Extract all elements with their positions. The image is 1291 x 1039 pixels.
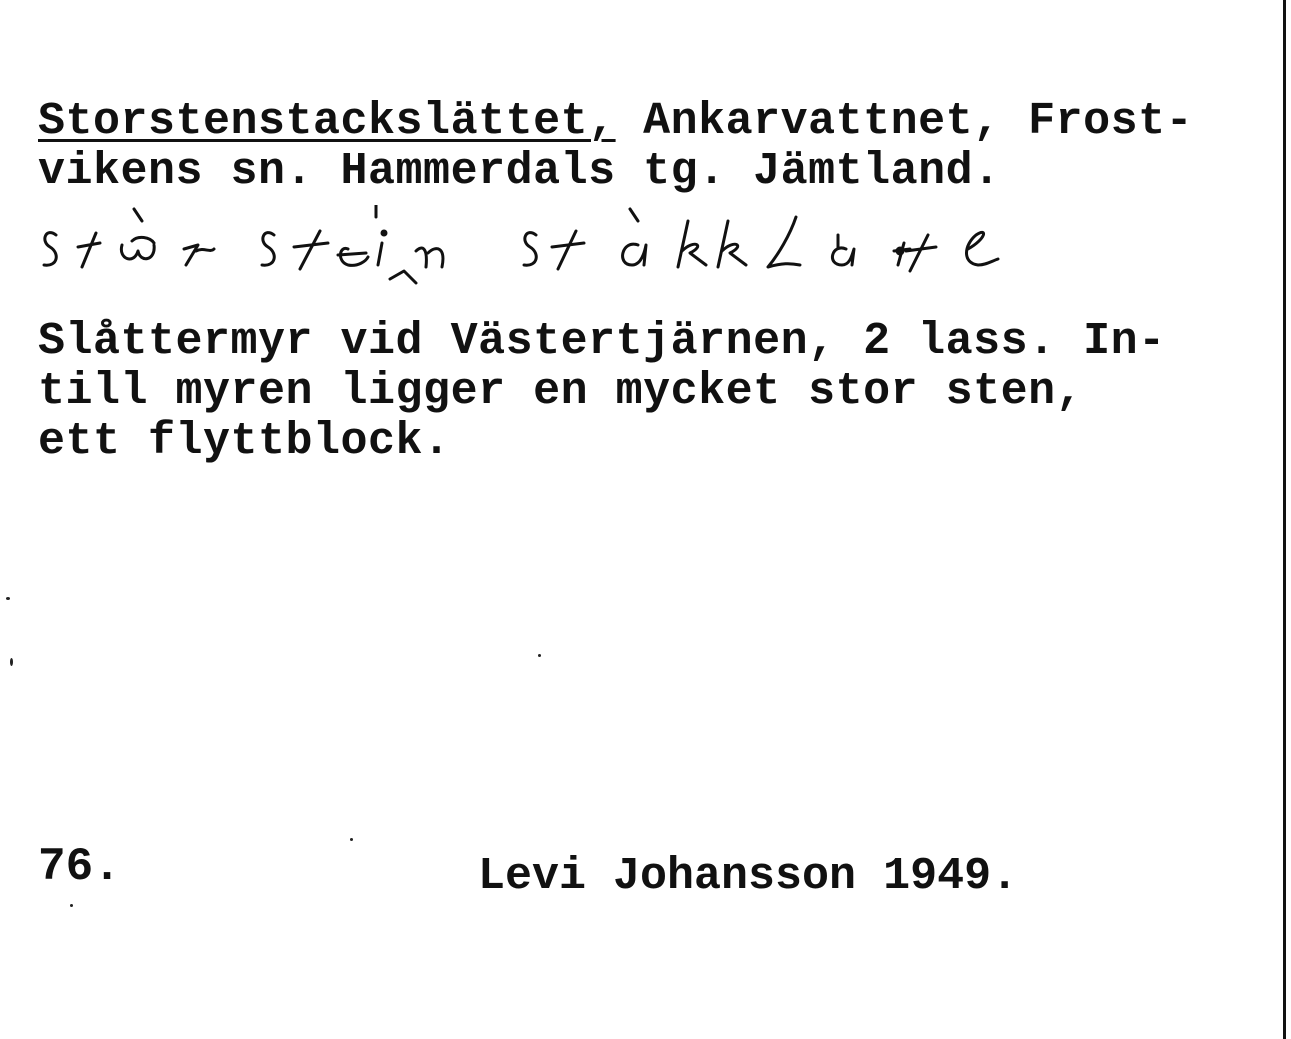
body-line-2: till myren ligger en mycket stor sten, xyxy=(38,366,1084,417)
scan-speck xyxy=(538,654,541,657)
location-text: Ankarvattnet, Frost- xyxy=(615,96,1194,147)
place-name: Storstenstackslättet, xyxy=(38,96,616,147)
collector-signature: Levi Johansson 1949. xyxy=(478,851,1019,902)
card-edge-line xyxy=(1283,0,1286,1039)
body-line-3: ett flyttblock. xyxy=(38,416,451,467)
header-line-2: vikens sn. Hammerdals tg. Jämtland. xyxy=(38,146,1001,197)
scan-speck xyxy=(10,658,13,666)
scan-speck xyxy=(350,838,353,841)
scan-speck xyxy=(70,904,73,907)
scan-speck xyxy=(6,597,10,600)
header-line-1 xyxy=(38,98,1193,146)
body-line-1: Slåttermyr vid Västertjärnen, 2 lass. In- xyxy=(38,316,1166,367)
record-number: 76. xyxy=(38,841,121,893)
phonetic-transcription xyxy=(38,205,1108,295)
